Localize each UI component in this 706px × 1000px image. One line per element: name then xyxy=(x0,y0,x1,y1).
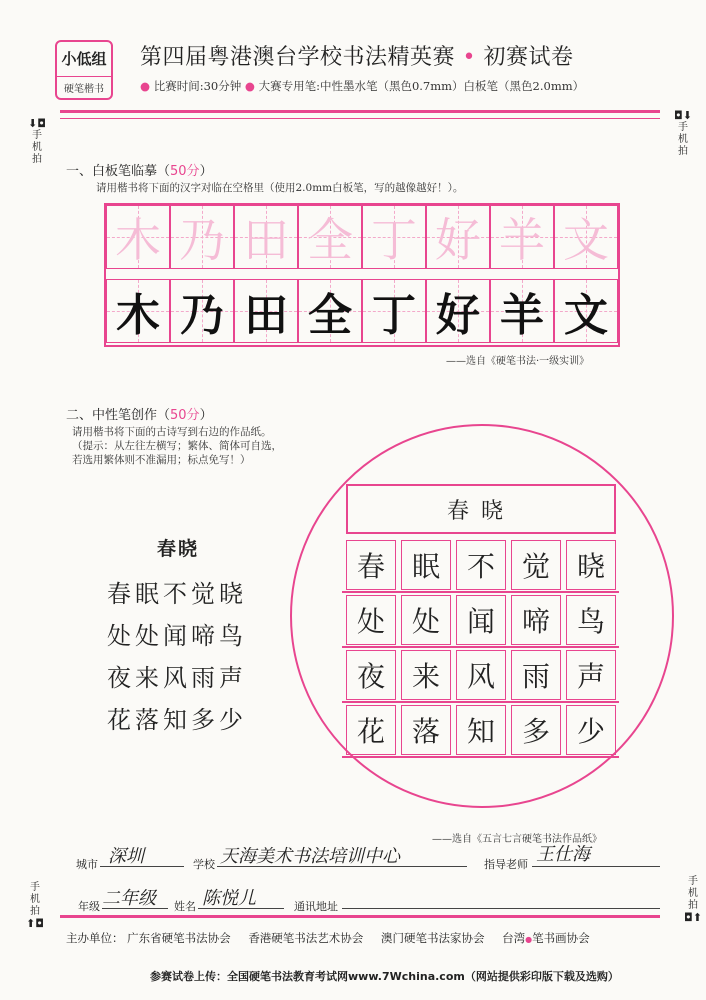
name-label: 姓名 xyxy=(174,900,196,913)
header-rule xyxy=(60,110,660,113)
city-label: 城市 xyxy=(76,858,98,871)
work-char: 来 xyxy=(411,660,440,693)
answer-char: 全 xyxy=(308,290,352,341)
organizer-4-tail: 笔书画协会 xyxy=(532,931,590,945)
work-char: 处 xyxy=(411,605,440,638)
trace-cell xyxy=(298,205,362,269)
poem-line: 夜来风雨声 xyxy=(107,664,247,692)
camera-icon: ⬆◘ xyxy=(26,917,44,930)
exam-meta xyxy=(140,78,584,94)
camera-icon: ◘⬇ xyxy=(674,109,692,122)
work-cell[interactable] xyxy=(511,540,561,590)
work-cell[interactable] xyxy=(511,595,561,645)
work-cell[interactable] xyxy=(401,650,451,700)
work-cell[interactable] xyxy=(401,540,451,590)
trace-char: 木 xyxy=(115,213,161,267)
work-char: 多 xyxy=(521,715,550,748)
work-title-box xyxy=(346,484,616,534)
work-char: 不 xyxy=(466,550,495,583)
side-camera-bottom-left xyxy=(25,882,45,930)
footer-rule xyxy=(60,915,660,918)
answer-char: 丁 xyxy=(372,290,416,341)
work-cell[interactable] xyxy=(566,705,616,755)
answer-char: 文 xyxy=(564,290,608,341)
address-label: 通讯地址 xyxy=(294,900,338,913)
section1-score: 50分 xyxy=(170,164,200,179)
title-dot: • xyxy=(462,45,476,70)
section2-instruction-2: （提示：从左往左横写；繁体、简体可自选， xyxy=(72,440,282,452)
work-cell[interactable] xyxy=(511,705,561,755)
title-tail: 初赛试卷 xyxy=(483,45,574,70)
trace-char: 全 xyxy=(307,213,353,267)
bullet-icon: ● xyxy=(140,79,151,93)
work-char: 啼 xyxy=(521,605,550,638)
camera-icon: ◘⬆ xyxy=(684,911,702,924)
bullet-icon: ● xyxy=(244,79,255,93)
organizer-4-dot: ● xyxy=(525,935,533,944)
teacher-label: 指导老师 xyxy=(484,858,528,871)
work-row-rule xyxy=(342,646,619,648)
work-char: 觉 xyxy=(521,550,550,583)
section1-source: ——选自《硬笔书法·一级实训》 xyxy=(446,356,590,367)
work-row-rule xyxy=(342,591,619,593)
upload-note: 参赛试卷上传：全国硬笔书法教育考试网www.7Wchina.com（网站提供彩印版下载及选购） xyxy=(150,970,619,983)
answer-char: 乃 xyxy=(180,290,224,341)
answer-cell[interactable] xyxy=(298,279,362,343)
work-row-rule xyxy=(342,756,619,758)
trace-cell xyxy=(106,205,170,269)
answer-cell[interactable] xyxy=(490,279,554,343)
poem-line: 花落知多少 xyxy=(107,706,247,734)
address-line[interactable] xyxy=(342,908,660,909)
work-cell[interactable] xyxy=(511,650,561,700)
trace-cell xyxy=(170,205,234,269)
written-row xyxy=(106,279,618,343)
group-badge xyxy=(55,40,113,100)
section1-instruction: 请用楷书将下面的汉字对临在空格里（使用2.0mm白板笔，写的越像越好！）。 xyxy=(96,182,464,194)
work-char: 晓 xyxy=(576,550,605,583)
section2-close: ） xyxy=(199,408,213,423)
work-char: 眠 xyxy=(411,550,440,583)
poem-line: 春眠不觉晓 xyxy=(107,580,247,608)
answer-cell[interactable] xyxy=(362,279,426,343)
work-char: 知 xyxy=(466,715,495,748)
trace-char: 田 xyxy=(243,213,289,267)
organizer-2: 香港硬笔书法艺术协会 xyxy=(248,931,364,945)
work-char: 鸟 xyxy=(576,605,605,638)
work-char: 花 xyxy=(356,715,385,748)
section1-label: 一、白板笔临摹（ xyxy=(66,164,171,179)
page-title xyxy=(140,40,574,71)
exam-time: 比赛时间:30分钟 xyxy=(153,79,242,93)
work-char: 落 xyxy=(411,715,440,748)
section2-instruction-1: 请用楷书将下面的古诗写到右边的作品纸。 xyxy=(72,426,272,438)
teacher-line xyxy=(532,866,660,867)
name-value[interactable]: 陈悦儿 xyxy=(202,888,256,909)
poem-title: 春晓 xyxy=(157,538,200,560)
teacher-value[interactable]: 王仕海 xyxy=(536,844,590,865)
trace-char: 好 xyxy=(435,213,481,267)
side-label-text: 手机拍 xyxy=(30,882,40,917)
work-cell[interactable] xyxy=(456,595,506,645)
work-char: 处 xyxy=(356,605,385,638)
side-label-text: 手机拍 xyxy=(678,122,688,157)
school-value[interactable]: 天海美术书法培训中心 xyxy=(220,846,400,867)
answer-cell[interactable] xyxy=(234,279,298,343)
answer-cell[interactable] xyxy=(426,279,490,343)
work-cell[interactable] xyxy=(346,595,396,645)
work-char: 少 xyxy=(576,715,605,748)
answer-char: 好 xyxy=(436,290,480,341)
work-char: 春 xyxy=(356,550,385,583)
trace-cell xyxy=(490,205,554,269)
work-cell[interactable] xyxy=(566,595,616,645)
title-main: 第四届粤港澳台学校书法精英赛 xyxy=(140,45,456,70)
trace-cell xyxy=(554,205,618,269)
work-char: 夜 xyxy=(356,660,385,693)
subgroup-label: 硬笔楷书 xyxy=(57,76,111,95)
answer-cell[interactable] xyxy=(106,279,170,343)
work-char: 声 xyxy=(576,660,605,693)
section2-source: ——选自《五言七言硬笔书法作品纸》 xyxy=(432,834,602,845)
exam-pens: 大赛专用笔:中性墨水笔（黑色0.7mm）白板笔（黑色2.0mm） xyxy=(258,79,585,93)
header-rule-thin xyxy=(60,118,660,119)
organizers-label: 主办单位： xyxy=(66,931,124,945)
section1-close: ） xyxy=(199,164,213,179)
camera-icon: ⬇◘ xyxy=(28,117,46,130)
work-cell[interactable] xyxy=(401,705,451,755)
work-cell[interactable] xyxy=(346,705,396,755)
trace-char: 丁 xyxy=(371,213,417,267)
trace-cell xyxy=(426,205,490,269)
work-cell[interactable] xyxy=(346,650,396,700)
section2-instruction-3: 若选用繁体则不准漏用；标点免写！） xyxy=(72,454,251,466)
poem-line: 处处闻啼鸟 xyxy=(107,622,247,650)
side-camera-bottom-right xyxy=(683,876,703,924)
section2-score: 50分 xyxy=(170,408,200,423)
side-label-text: 手机拍 xyxy=(32,130,42,165)
work-cell[interactable] xyxy=(456,650,506,700)
trace-cell xyxy=(362,205,426,269)
trace-char: 文 xyxy=(563,213,609,267)
trace-row xyxy=(106,205,618,269)
trace-char: 羊 xyxy=(499,213,545,267)
answer-cell[interactable] xyxy=(170,279,234,343)
section1-heading xyxy=(66,160,213,179)
work-char: 风 xyxy=(466,660,495,693)
work-row-rule xyxy=(342,701,619,703)
work-title: 春晓 xyxy=(446,498,515,524)
organizer-4: 台湾 xyxy=(502,931,526,945)
side-camera-top-right xyxy=(673,110,693,158)
work-cell[interactable] xyxy=(401,595,451,645)
side-camera-top-left xyxy=(27,118,47,166)
section2-label: 二、中性笔创作（ xyxy=(66,408,171,423)
grade-label: 年级 xyxy=(78,900,100,913)
group-label: 小低组 xyxy=(61,50,107,68)
work-cell[interactable] xyxy=(566,540,616,590)
work-char: 雨 xyxy=(521,660,550,693)
trace-char: 乃 xyxy=(179,213,225,267)
work-cell[interactable] xyxy=(456,540,506,590)
city-value[interactable]: 深圳 xyxy=(108,846,144,867)
work-cell[interactable] xyxy=(566,650,616,700)
copy-grid-frame xyxy=(104,203,620,347)
work-cell[interactable] xyxy=(346,540,396,590)
school-label: 学校 xyxy=(193,858,215,871)
answer-char: 田 xyxy=(244,290,288,341)
answer-char: 木 xyxy=(116,290,160,341)
grade-value[interactable]: 二年级 xyxy=(102,888,156,909)
organizer-1: 广东省硬笔书法协会 xyxy=(127,931,231,945)
work-cell[interactable] xyxy=(456,705,506,755)
organizer-3: 澳门硬笔书法家协会 xyxy=(380,931,485,945)
answer-char: 羊 xyxy=(500,290,544,341)
section2-heading xyxy=(66,404,213,423)
work-char: 闻 xyxy=(466,605,495,638)
trace-cell xyxy=(234,205,298,269)
side-label-text: 手机拍 xyxy=(688,876,698,911)
answer-cell[interactable] xyxy=(554,279,618,343)
organizers xyxy=(66,930,590,946)
